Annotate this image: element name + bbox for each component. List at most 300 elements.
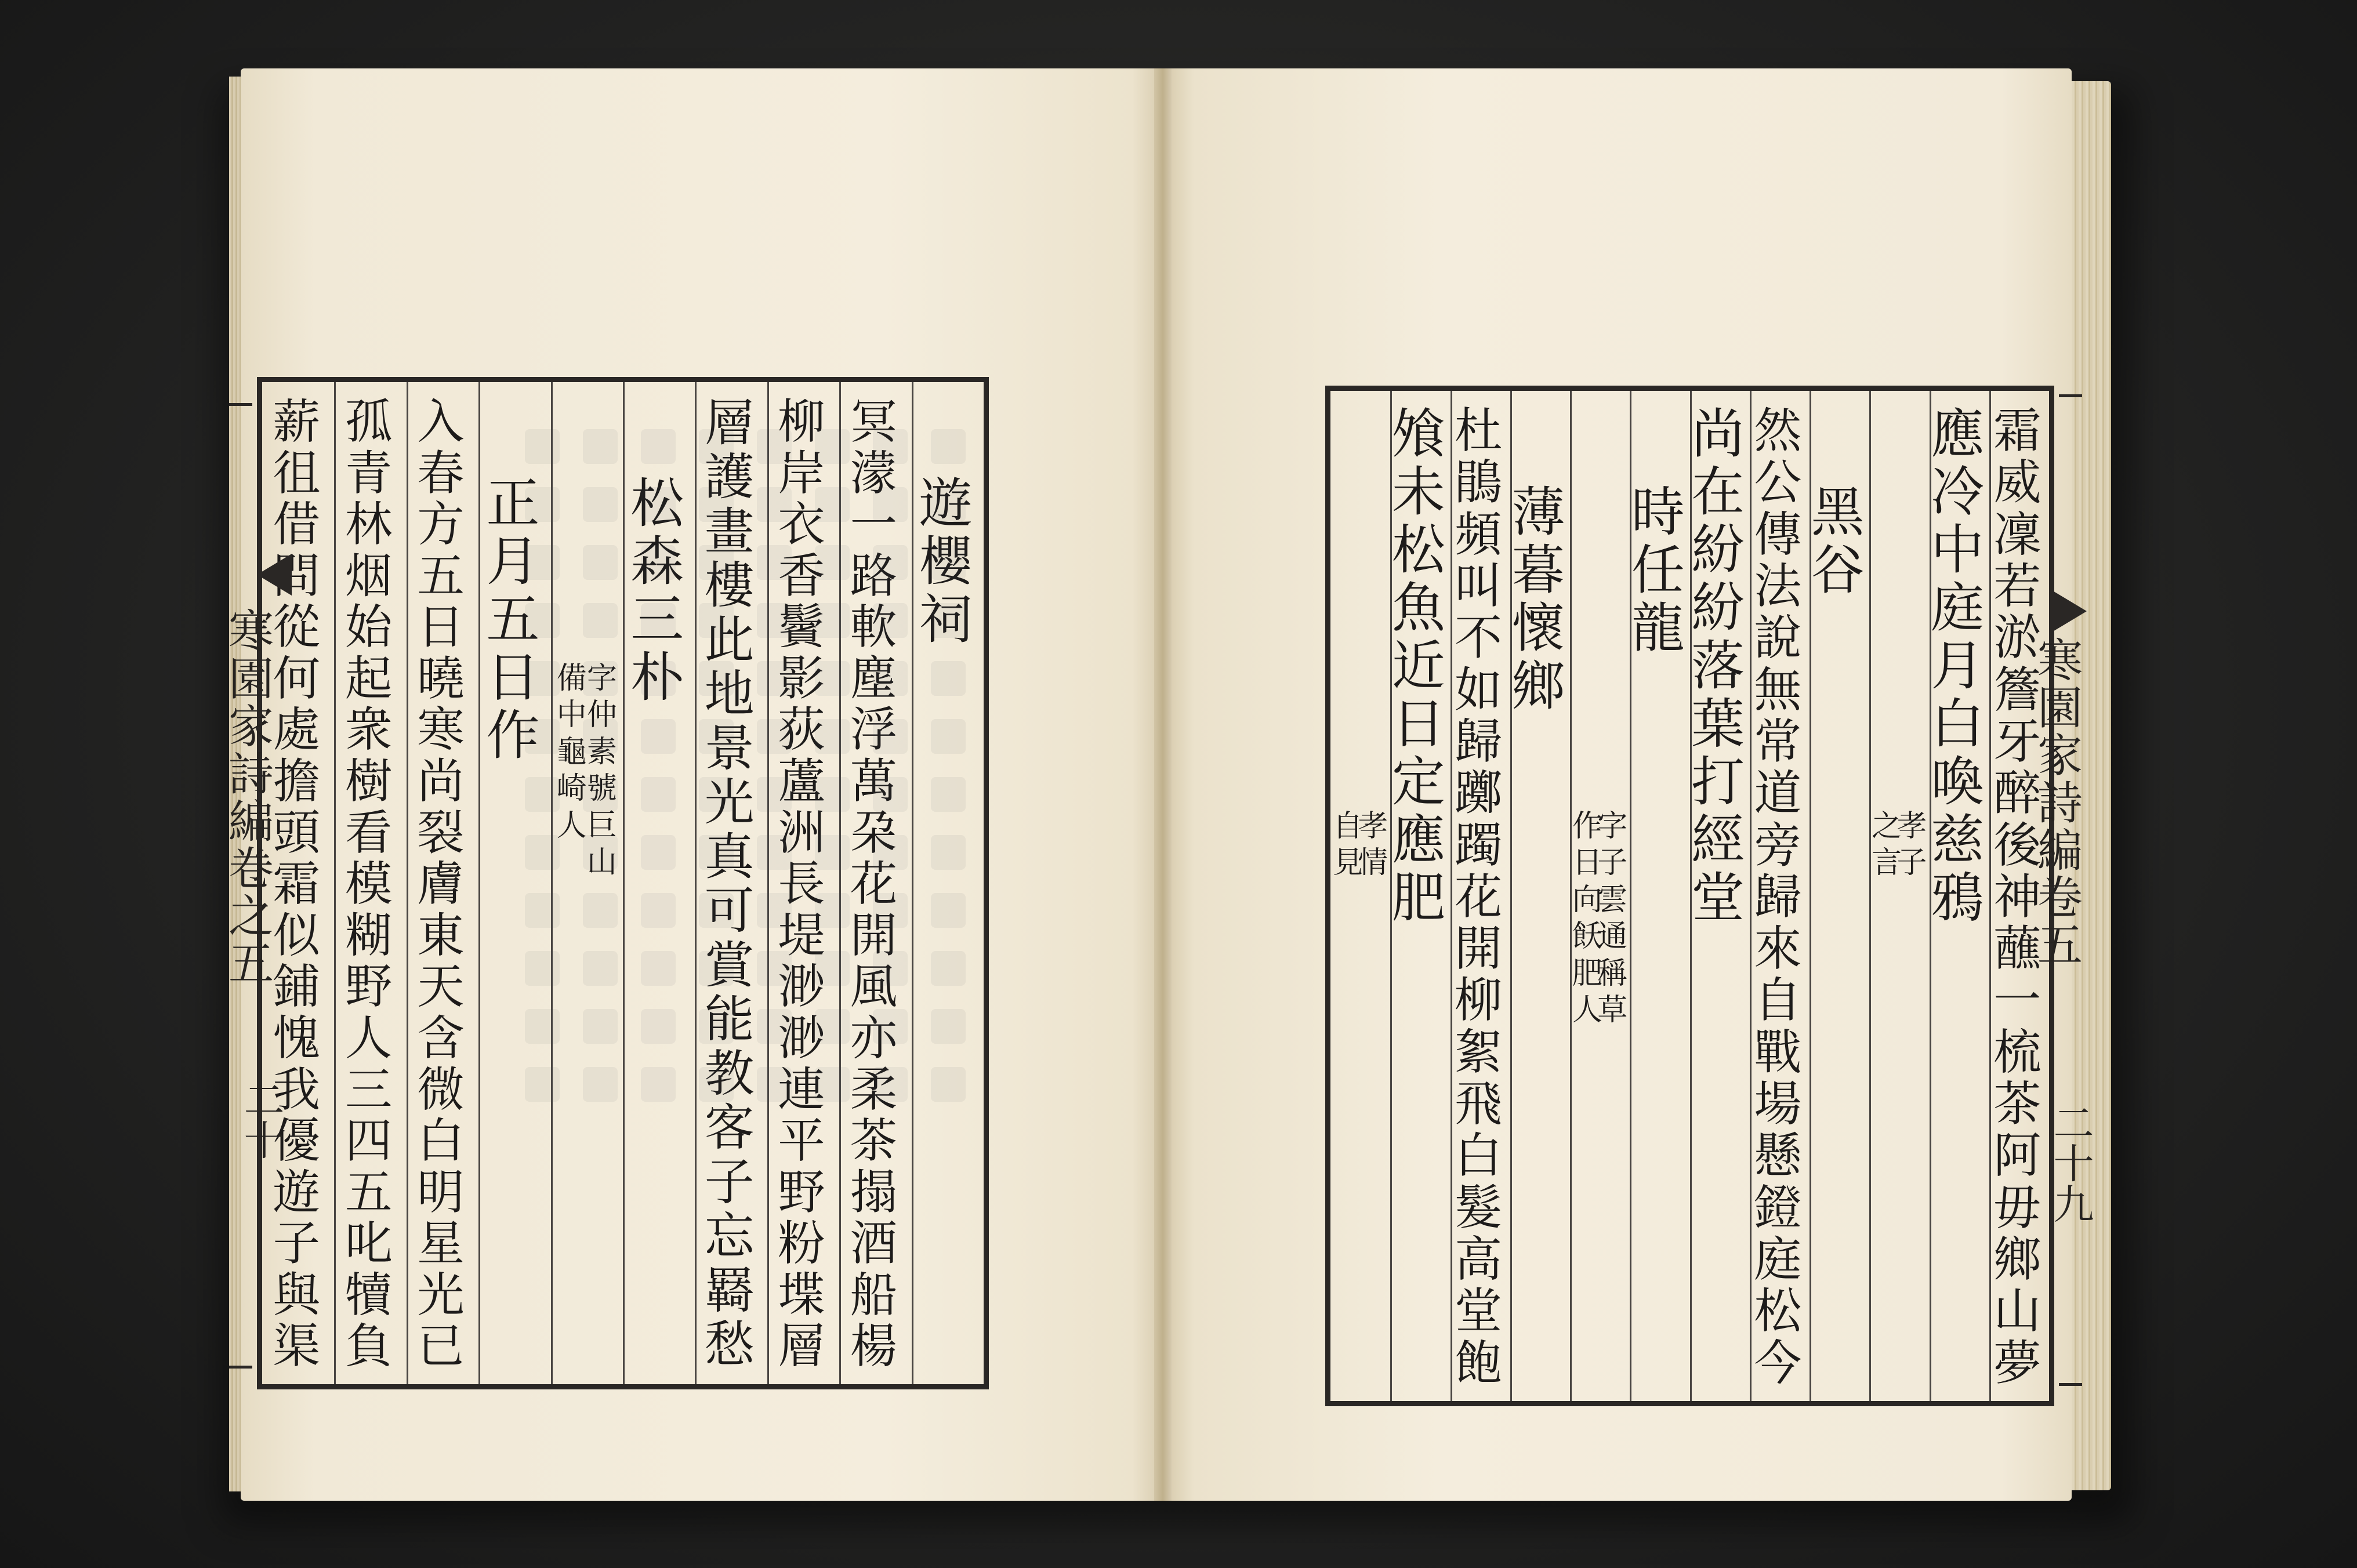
spine-title-char: 五 [228,938,274,991]
glyph: 人 [345,1010,396,1066]
glyph: 樓 [704,557,758,615]
left-folio: 二十 [237,1079,285,1160]
glyph: 起 [345,651,396,706]
annotation-char: 草 [1597,993,1628,1028]
glyph: 含 [417,1010,468,1066]
spine-title-char: 五 [2037,920,2083,972]
glyph: 教 [704,1044,758,1103]
glyph: 負 [345,1319,396,1374]
glyph: 冥 [850,394,901,449]
glyph: 懸 [1754,1128,1805,1184]
glyph: 層 [704,394,758,452]
glyph: 經 [1691,809,1749,871]
glyph: 借 [273,497,324,553]
glyph: 茶 [1993,1077,2045,1133]
glyph: 醉 [1993,766,2045,822]
glyph: 似 [273,908,324,963]
glyph: 頭 [273,805,324,861]
glyph: 一 [1993,973,2045,1029]
bleed-through-shadow [806,418,858,1113]
glyph: 朶 [850,805,901,861]
glyph: 薪 [273,394,324,449]
annotation-char: 孝 [1358,809,1388,844]
glyph: 粉 [778,1216,829,1272]
glyph: 櫻 [919,531,976,593]
glyph: 今 [1754,1335,1805,1391]
glyph: 飧 [1391,403,1449,465]
annotation-char: 通 [1597,919,1628,954]
glyph: 傳 [1754,507,1805,562]
glyph: 已 [417,1319,468,1374]
spine-title-char: 詩 [2037,777,2083,830]
spine-title-char: 家 [228,700,274,753]
glyph: 時 [1631,481,1688,543]
glyph: 杜 [1455,404,1506,459]
glyph: 烟 [345,548,396,604]
glyph: 作 [486,705,543,767]
right-spine-title [2037,635,2083,972]
glyph: 能 [704,990,758,1049]
annotation-char: 稱 [1597,956,1628,991]
glyph: 明 [417,1164,468,1220]
glyph: 景 [704,719,758,778]
glyph: 此 [704,611,758,669]
bleed-through-shadow [574,418,626,1113]
glyph: 堤 [778,908,829,963]
glyph: 三 [345,1062,396,1117]
glyph: 中 [1931,519,1988,581]
spine-title-char: 編 [228,796,274,848]
glyph: 任 [1631,539,1688,601]
glyph: 擔 [273,754,324,810]
glyph: 然 [1754,404,1805,459]
glyph: 長 [778,856,829,912]
glyph: 應 [1931,403,1988,465]
glyph: 淤 [1993,611,2045,666]
glyph: 荻 [778,702,829,758]
glyph: 野 [345,959,396,1015]
glyph: 後 [1993,818,2045,873]
annotation-column [1872,808,1902,882]
glyph: 谷 [1811,539,1868,601]
glyph: 青 [345,445,396,501]
glyph: 在 [1691,461,1749,523]
glyph: 日 [486,647,543,709]
glyph: 堞 [778,1267,829,1323]
annotation-char: 龜 [556,734,587,770]
glyph: 遊 [919,473,976,535]
glyph: 鵑 [1455,455,1506,511]
glyph: 霜 [1993,404,2045,459]
glyph: 子 [273,1216,324,1272]
glyph: 影 [778,651,829,706]
glyph: 遊 [273,1164,324,1220]
glyph: 三 [630,589,688,651]
glyph: 紛 [1691,519,1749,581]
poem-title-column [1630,481,1689,659]
annotation-column [1332,808,1363,882]
glyph: 若 [1993,558,2045,614]
glyph: 從 [273,600,324,655]
glyph: 開 [1455,921,1506,977]
annotation-char: 雲 [1597,882,1628,917]
glyph: 庭 [1754,1232,1805,1287]
glyph: 洲 [778,805,829,861]
glyph: 阿 [1993,1128,2045,1184]
annotation-column [1897,808,1927,882]
annotation-char: 飫 [1572,919,1602,954]
glyph: 柔 [850,1062,901,1117]
annotation-char: 人 [1572,993,1602,1028]
glyph: 鐙 [1754,1180,1805,1236]
left-spine-title [228,606,274,991]
glyph: 戰 [1754,1025,1805,1080]
glyph: 場 [1754,1077,1805,1133]
glyph: 道 [1754,766,1805,822]
glyph: 簷 [1993,662,2045,718]
glyph: 山 [1993,1284,2045,1340]
glyph: 公 [1754,455,1805,511]
glyph: 黑 [1811,481,1868,543]
glyph: 船 [850,1267,901,1323]
annotation-column [1358,808,1388,882]
annotation-char: 之 [1872,809,1902,844]
glyph: 肥 [1391,867,1449,929]
glyph: 常 [1754,714,1805,770]
glyph: 近 [1391,635,1449,697]
bleed-through-shadow [690,418,742,1113]
glyph: 看 [345,805,396,861]
annotation-char: 號 [586,771,617,807]
glyph: 優 [273,1113,324,1169]
glyph: 野 [778,1164,829,1220]
glyph: 五 [345,1164,396,1220]
glyph: 如 [1455,662,1506,718]
glyph: 柳 [778,394,829,449]
glyph: 未 [1391,461,1449,523]
annotation-column [1572,808,1602,1029]
annotation-char: 山 [586,845,617,880]
glyph: 平 [778,1113,829,1169]
glyph: 蘆 [778,754,829,810]
glyph: 連 [778,1062,829,1117]
right-fold-tick-bottom [2059,1383,2082,1386]
glyph: 髮 [1455,1180,1506,1236]
glyph: 森 [630,531,688,593]
bleed-through-shadow [922,418,974,1113]
glyph: 萬 [850,754,901,810]
spine-title-char: 編 [2037,825,2083,877]
left-fold-tick-top [229,403,252,406]
bleed-through-shadow [516,418,568,1113]
glyph: 白 [1455,1128,1506,1184]
annotation-char: 孝 [1897,809,1927,844]
glyph: 鄉 [1993,1232,2045,1287]
poem-title-column [1810,481,1869,601]
annotation-char: 字 [1597,809,1628,844]
glyph: 徂 [273,445,324,501]
glyph: 春 [417,445,468,501]
glyph: 畫 [704,502,758,561]
glyph: 日 [1391,693,1449,755]
glyph: 鄉 [1511,655,1569,717]
glyph: 喚 [1931,751,1988,813]
glyph: 夢 [1993,1335,2045,1391]
glyph: 暮 [1511,539,1569,601]
glyph: 光 [417,1267,468,1323]
glyph: 飽 [1455,1335,1506,1391]
glyph: 歸 [1455,714,1506,770]
glyph: 懷 [1511,597,1569,659]
glyph: 地 [704,665,758,724]
glyph: 松 [630,473,688,535]
annotation-char: 人 [556,808,587,843]
glyph: 一 [850,497,901,553]
glyph: 松 [1754,1284,1805,1340]
glyph: 紛 [1691,577,1749,639]
annotation-char: 作 [1572,809,1602,844]
glyph: 梳 [1993,1025,2045,1080]
bleed-through-shadow [748,418,800,1113]
glyph: 高 [1455,1232,1506,1287]
poem-title-column [1510,481,1570,717]
glyph: 堂 [1691,867,1749,929]
glyph: 五 [486,589,543,651]
right-fold-tick-top [2059,394,2082,397]
bleed-through-shadow [864,418,916,1113]
glyph: 何 [273,651,324,706]
glyph: 蘸 [1993,921,2045,977]
glyph: 亦 [850,1010,901,1066]
glyph: 叱 [345,1216,396,1272]
poem-text-column [334,394,406,1374]
glyph: 鴉 [1931,867,1988,929]
glyph: 渠 [273,1319,324,1374]
annotation-char: 見 [1332,845,1363,881]
glyph: 落 [1691,635,1749,697]
glyph: 客 [704,1099,758,1157]
glyph: 曉 [417,651,468,706]
glyph: 柳 [1455,973,1506,1029]
glyph: 衣 [778,497,829,553]
glyph: 賞 [704,936,758,994]
glyph: 真 [704,827,758,886]
glyph: 堂 [1455,1284,1506,1340]
glyph: 歸 [1754,869,1805,925]
glyph: 五 [417,548,468,604]
glyph: 冷 [1931,461,1988,523]
annotation-char: 崎 [556,771,587,807]
glyph: 浮 [850,702,901,758]
glyph: 東 [417,908,468,963]
annotation-char: 巨 [586,808,617,843]
annotation-char: 自 [1332,809,1363,844]
glyph: 月 [486,531,543,593]
glyph: 子 [704,1153,758,1211]
glyph: 天 [417,959,468,1015]
glyph: 鋪 [273,959,324,1015]
glyph: 薄 [1511,481,1569,543]
column-rule [1869,391,1871,1401]
glyph: 開 [850,908,901,963]
glyph: 朴 [630,647,688,709]
glyph: 頻 [1455,507,1506,562]
glyph: 孤 [345,394,396,449]
glyph: 樹 [345,754,396,810]
spine-title-char: 寒 [228,606,274,658]
glyph: 尚 [417,754,468,810]
glyph: 正 [486,473,543,535]
glyph: 白 [1931,693,1988,755]
glyph: 絮 [1455,1025,1506,1080]
glyph: 護 [704,448,758,507]
glyph: 搨 [850,1164,901,1220]
glyph: 與 [273,1267,324,1323]
glyph: 濛 [850,445,901,501]
glyph: 應 [1391,809,1449,871]
glyph: 衆 [345,702,396,758]
glyph: 問 [273,548,324,604]
glyph: 寒 [417,702,468,758]
right-fold-mark-icon [2052,590,2087,632]
glyph: 犢 [345,1267,396,1323]
glyph: 葉 [1691,693,1749,755]
glyph: 自 [1754,973,1805,1029]
glyph: 層 [778,1319,829,1374]
glyph: 羇 [704,1261,758,1320]
glyph: 打 [1691,751,1749,813]
poem-text-column [1390,405,1450,927]
glyph: 愁 [704,1316,758,1374]
glyph: 龍 [1631,597,1688,659]
glyph: 不 [1455,611,1506,666]
bleed-through-shadow [632,418,684,1113]
glyph: 花 [1455,869,1506,925]
glyph: 裂 [417,805,468,861]
spine-title-char: 園 [228,653,274,706]
annotation-char: 情 [1358,845,1388,881]
glyph: 星 [417,1216,468,1272]
glyph: 糊 [345,908,396,963]
glyph: 月 [1931,635,1988,697]
glyph: 路 [850,548,901,604]
glyph: 來 [1754,921,1805,977]
spine-title-char: 卷 [228,843,274,896]
glyph: 光 [704,774,758,832]
glyph: 牙 [1993,714,2045,770]
annotation-char: 言 [1872,845,1902,881]
glyph: 躅 [1455,818,1506,873]
spine-title-char: 家 [2037,729,2083,782]
glyph: 林 [345,497,396,553]
glyph: 我 [273,1062,324,1117]
glyph: 祠 [919,589,976,651]
book-gutter [1154,68,1172,1501]
glyph: 定 [1391,751,1449,813]
glyph: 尚 [1691,403,1749,465]
annotation-char: 備 [556,661,587,696]
annotation-column [1597,808,1628,1029]
glyph: 日 [417,600,468,655]
glyph: 可 [704,882,758,941]
poem-text-column [1690,405,1750,927]
glyph: 慈 [1931,809,1988,871]
glyph: 毋 [1993,1180,2045,1236]
right-folio: 二十九 [2047,1102,2094,1224]
poem-text-column [407,394,478,1374]
glyph: 軟 [850,600,901,655]
glyph: 霜 [273,856,324,912]
glyph: 旁 [1754,818,1805,873]
glyph: 方 [417,497,468,553]
glyph: 始 [345,600,396,655]
glyph: 微 [417,1062,468,1117]
spine-title-char: 寒 [2037,635,2083,687]
annotation-char: 仲 [586,698,617,733]
annotation-char: 日 [1572,845,1602,881]
spine-title-char: 之 [228,891,274,943]
glyph: 說 [1754,611,1805,666]
annotation-char: 子 [1897,845,1927,881]
glyph: 香 [778,548,829,604]
glyph: 凜 [1993,507,2045,562]
glyph: 威 [1993,455,2045,511]
glyph: 酒 [850,1216,901,1272]
spine-title-char: 園 [2037,682,2083,735]
glyph: 白 [417,1113,468,1169]
column-rule [1570,391,1572,1401]
left-fold-mark-icon [257,554,292,596]
annotation-char: 素 [586,734,617,770]
annotation-char: 向 [1572,882,1602,917]
glyph: 魚 [1391,577,1449,639]
glyph: 渺 [778,959,829,1015]
glyph: 無 [1754,662,1805,718]
glyph: 鬢 [778,600,829,655]
glyph: 愧 [273,1010,324,1066]
glyph: 處 [273,702,324,758]
annotation-char: 肥 [1572,956,1602,991]
glyph: 叫 [1455,558,1506,614]
glyph: 忘 [704,1207,758,1266]
poem-text-column [1750,405,1810,1389]
glyph: 四 [345,1113,396,1169]
glyph: 法 [1754,558,1805,614]
glyph: 楊 [850,1319,901,1374]
poem-text-column [1930,405,1989,927]
spine-title-char: 卷 [2037,872,2083,925]
annotation-char: 字 [586,661,617,696]
glyph: 入 [417,394,468,449]
glyph: 渺 [778,1010,829,1066]
glyph: 花 [850,856,901,912]
glyph: 松 [1391,519,1449,581]
glyph: 神 [1993,869,2045,925]
annotation-char: 中 [556,698,587,733]
glyph: 膚 [417,856,468,912]
glyph: 庭 [1931,577,1988,639]
glyph: 飛 [1455,1077,1506,1133]
glyph: 風 [850,959,901,1015]
glyph: 茶 [850,1113,901,1169]
glyph: 模 [345,856,396,912]
spine-title-char: 詩 [228,748,274,801]
left-fold-tick-bottom [229,1366,252,1369]
poem-text-column [1451,405,1510,1389]
annotation-char: 子 [1597,845,1628,881]
glyph: 塵 [850,651,901,706]
glyph: 躑 [1455,766,1506,822]
